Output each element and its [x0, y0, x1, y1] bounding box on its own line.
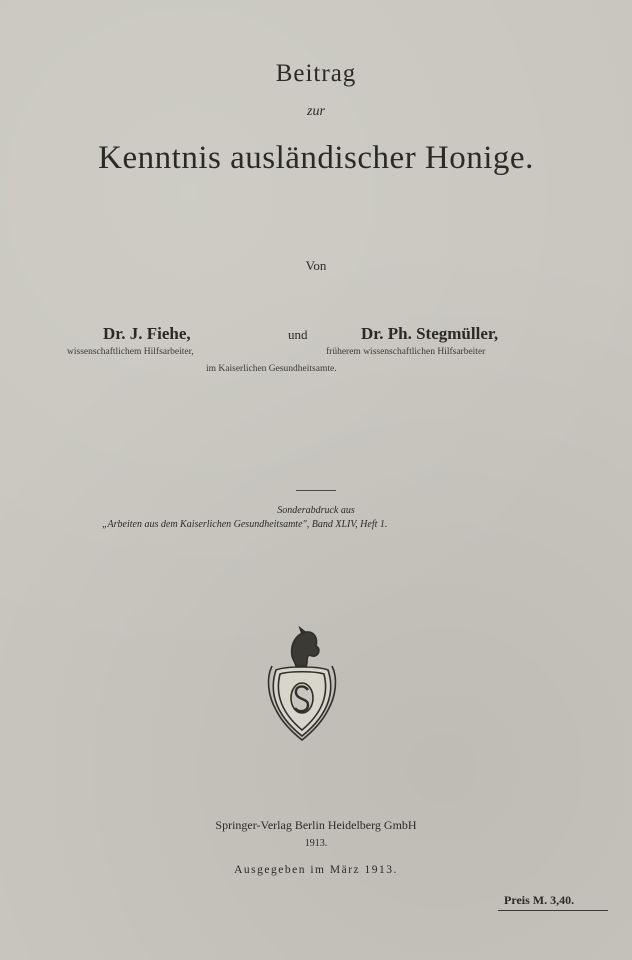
institution: im Kaiserlichen Gesundheitsamte.	[206, 364, 337, 374]
issue-date: Ausgegeben im März 1913.	[234, 864, 398, 876]
price-underline	[498, 910, 608, 911]
price: Preis M. 3,40.	[504, 893, 575, 907]
author-1: Dr. J. Fiehe,	[103, 324, 191, 343]
author-2-role: früherem wissenschaftlichen Hilfsarbeiter	[326, 347, 486, 357]
title-line-2: zur	[307, 104, 325, 119]
publication-year: 1913.	[304, 838, 328, 849]
author-connector: und	[288, 327, 308, 342]
author-2: Dr. Ph. Stegmüller,	[361, 324, 499, 343]
byline: Von	[305, 258, 327, 273]
publisher-emblem-icon	[262, 626, 342, 744]
author-1-role: wissenschaftlichem Hilfsarbeiter,	[67, 347, 194, 357]
divider	[296, 490, 336, 491]
title-line-1: Beitrag	[275, 60, 357, 87]
main-title: Kenntnis ausländischer Honige.	[98, 140, 534, 176]
reprint-line-1: Sonderabdruck aus	[277, 505, 355, 516]
publisher-name: Springer-Verlag Berlin Heidelberg GmbH	[215, 818, 417, 832]
reprint-line-2: „Arbeiten aus dem Kaiserlichen Gesundheitsamte", Band XLIV, Heft 1.	[102, 519, 388, 530]
